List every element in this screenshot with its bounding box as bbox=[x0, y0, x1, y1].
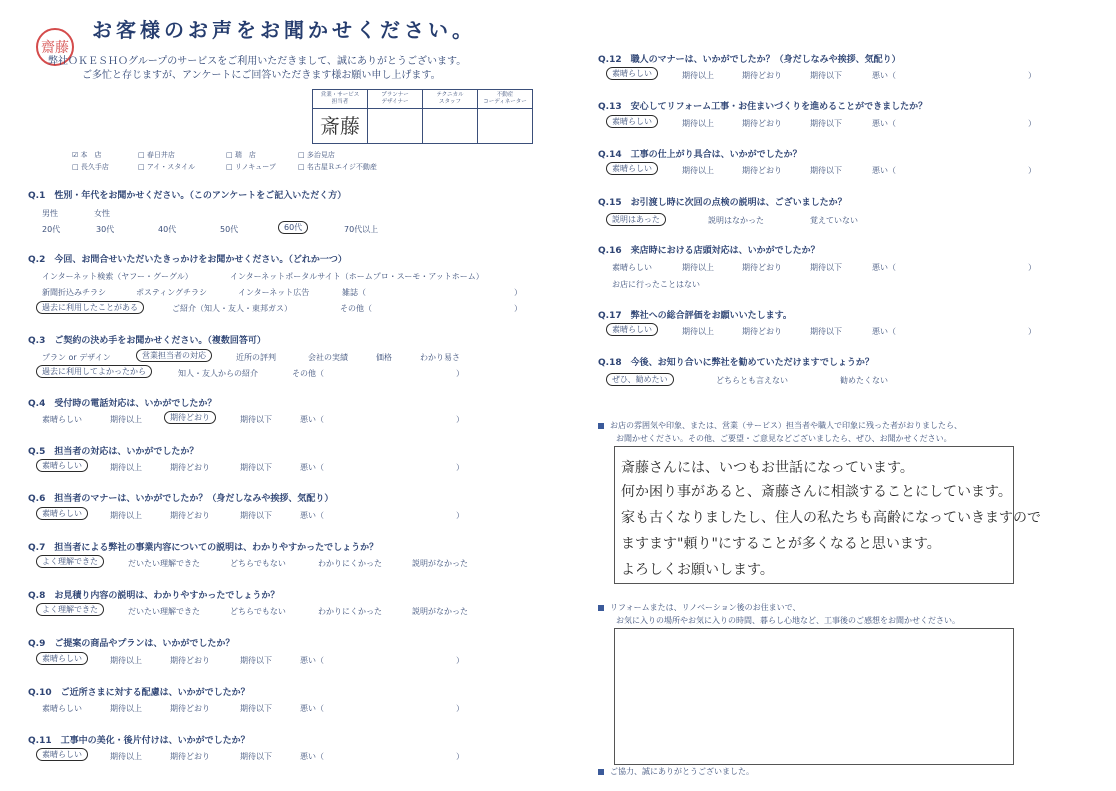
option[interactable]: 期待以上 bbox=[682, 166, 714, 175]
option[interactable]: 期待以上 bbox=[110, 415, 142, 424]
store-option[interactable]: □ 瑞 店 bbox=[226, 151, 256, 159]
option-selected[interactable]: よく理解できた bbox=[36, 555, 104, 568]
question-2: Q.2 今回、お問合せいただいたきっかけをお聞かせください。（どれか一つ） bbox=[28, 252, 347, 265]
option[interactable]: 新聞折込みチラシ bbox=[42, 288, 106, 297]
option[interactable]: 期待どおり bbox=[742, 327, 782, 336]
handwritten-line: 斎藤さんには、いつもお世話になっています。 bbox=[621, 460, 914, 476]
option[interactable]: 女性 bbox=[94, 209, 110, 218]
option-selected[interactable]: 過去に利用してよかったから bbox=[36, 365, 152, 378]
comment1-prompt-2: お聞かせください。その他、ご要望・ご意見などございましたら、ぜひ、お聞かせください。 bbox=[616, 434, 952, 443]
option[interactable]: プラン or デザイン bbox=[42, 353, 111, 362]
option[interactable]: その他（ bbox=[340, 304, 372, 313]
option[interactable]: 期待以上 bbox=[682, 263, 714, 272]
option[interactable]: 期待以上 bbox=[110, 752, 142, 761]
option-selected[interactable]: 素晴らしい bbox=[606, 162, 658, 175]
option[interactable]: 悪い（ bbox=[300, 704, 324, 713]
option[interactable]: 悪い（ bbox=[300, 511, 324, 520]
paren-close: ） bbox=[456, 463, 464, 472]
staff-header: 営業・サービス 担当者 bbox=[313, 90, 368, 109]
option-selected[interactable]: 素晴らしい bbox=[606, 115, 658, 128]
option-selected[interactable]: 過去に利用したことがある bbox=[36, 301, 144, 314]
paren-close: ） bbox=[1028, 119, 1036, 128]
paren-close: ） bbox=[514, 288, 522, 297]
question-11: Q.11 工事中の美化・後片付けは、いかがでしたか？ bbox=[28, 733, 250, 746]
option[interactable]: 期待どおり bbox=[170, 511, 210, 520]
option[interactable]: 期待どおり bbox=[170, 463, 210, 472]
option-selected[interactable]: 説明はあった bbox=[606, 213, 666, 226]
option[interactable]: 素晴らしい bbox=[42, 704, 82, 713]
option[interactable]: ポスティングチラシ bbox=[136, 288, 208, 297]
store-option[interactable]: □ 名古屋Ｒエイジ不動産 bbox=[298, 163, 377, 171]
intro-line-1: 弊社ＯＫＥＳＨＯグループのサービスをご利用いただきまして、誠にありがとうございます。 bbox=[48, 56, 467, 67]
square-bullet-icon bbox=[598, 423, 604, 429]
option[interactable]: 40代 bbox=[158, 225, 177, 234]
question-6: Q.6 担当者のマナーは、いかがでしたか？（身だしなみや挨拶、気配り） bbox=[28, 491, 333, 504]
store-option[interactable]: □ 春日井店 bbox=[138, 151, 175, 159]
question-1: Q.1 性別・年代をお聞かせください。（このアンケートをご記入いただく方） bbox=[28, 188, 346, 201]
paren-close: ） bbox=[456, 704, 464, 713]
comment1-box[interactable] bbox=[614, 446, 1041, 584]
option[interactable]: 素晴らしい bbox=[42, 415, 82, 424]
question-12: Q.12 職人のマナーは、いかがでしたか？（身だしなみや挨拶、気配り） bbox=[598, 52, 901, 65]
intro-line-2: ご多忙と存じますが、アンケートにご回答いただきます様お願い申し上げます。 bbox=[82, 70, 441, 81]
option[interactable]: 期待どおり bbox=[170, 656, 210, 665]
option[interactable]: 期待以下 bbox=[240, 511, 272, 520]
option[interactable]: 価格 bbox=[376, 353, 392, 362]
paren-close: ） bbox=[1028, 327, 1036, 336]
option[interactable]: 期待以上 bbox=[110, 511, 142, 520]
option[interactable]: 男性 bbox=[42, 209, 58, 218]
comment2-box[interactable] bbox=[614, 628, 1014, 765]
handwritten-line: 家も古くなりましたし、住人の私たちも高齢になっていきますので bbox=[621, 510, 1041, 526]
staff-table bbox=[312, 89, 533, 144]
option[interactable]: 期待以下 bbox=[810, 263, 842, 272]
option[interactable]: 近所の評判 bbox=[236, 353, 276, 362]
option[interactable]: わかりにくかった bbox=[318, 607, 382, 616]
option[interactable]: だいたい理解できた bbox=[128, 559, 200, 568]
staff-value[interactable] bbox=[478, 109, 533, 144]
option[interactable]: 期待以下 bbox=[240, 656, 272, 665]
option[interactable]: 悪い（ bbox=[872, 119, 896, 128]
question-10: Q.10 ご近所さまに対する配慮は、いかがでしたか？ bbox=[28, 685, 250, 698]
option[interactable]: 会社の実績 bbox=[308, 353, 348, 362]
option[interactable]: 期待以下 bbox=[810, 71, 842, 80]
store-option[interactable]: □ リノキューブ bbox=[226, 163, 276, 171]
paren-close: ） bbox=[1028, 166, 1036, 175]
option-selected[interactable]: 素晴らしい bbox=[36, 748, 88, 761]
option[interactable]: 期待以上 bbox=[110, 656, 142, 665]
comment2-prompt-2: お気に入りの場所やお気に入りの時間、暮らし心地など、工事後のご感想をお聞かせください。 bbox=[616, 616, 960, 625]
option[interactable]: 期待以上 bbox=[682, 119, 714, 128]
handwritten-line: よろしくお願いします。 bbox=[621, 562, 774, 578]
paren-close: ） bbox=[1028, 263, 1036, 272]
store-option[interactable]: □ アイ・スタイル bbox=[138, 163, 196, 171]
question-17: Q.17 弊社への総合評価をお願いいたします。 bbox=[598, 308, 792, 321]
option[interactable]: インターネットポータルサイト（ホームプロ・スーモ・アットホーム） bbox=[230, 272, 484, 281]
question-18: Q.18 今後、お知り合いに弊社を勧めていただけますでしょうか？ bbox=[598, 355, 874, 368]
option[interactable]: 期待どおり bbox=[170, 704, 210, 713]
staff-header: プランナー デザイナー bbox=[368, 90, 423, 109]
staff-value[interactable] bbox=[423, 109, 478, 144]
question-16: Q.16 来店時における店頭対応は、いかがでしたか？ bbox=[598, 243, 820, 256]
option[interactable]: お店に行ったことはない bbox=[612, 280, 700, 289]
option[interactable]: 期待以下 bbox=[810, 166, 842, 175]
option[interactable]: 期待どおり bbox=[742, 166, 782, 175]
option[interactable]: 勧めたくない bbox=[840, 376, 888, 385]
option[interactable]: 期待以下 bbox=[240, 704, 272, 713]
option[interactable]: インターネット広告 bbox=[238, 288, 310, 297]
option-selected[interactable]: 素晴らしい bbox=[606, 67, 658, 80]
square-bullet-icon bbox=[598, 769, 604, 775]
question-14: Q.14 工事の仕上がり具合は、いかがでしたか？ bbox=[598, 147, 802, 160]
store-option[interactable]: □ 多治見店 bbox=[298, 151, 335, 159]
option[interactable]: わかり易さ bbox=[420, 353, 460, 362]
option[interactable]: 期待以上 bbox=[110, 463, 142, 472]
handwritten-line: ますます"頼り"にすることが多くなると思います。 bbox=[621, 536, 941, 552]
comment1-prompt-1: お店の雰囲気や印象、または、営業（サービス）担当者や職人で印象に残った者がおりましたら、 bbox=[610, 421, 962, 430]
option[interactable]: どちらでもない bbox=[230, 559, 286, 568]
option[interactable]: 説明がなかった bbox=[412, 607, 468, 616]
paren-close: ） bbox=[456, 656, 464, 665]
option-selected[interactable]: 素晴らしい bbox=[36, 507, 88, 520]
option[interactable]: 覚えていない bbox=[810, 216, 858, 225]
option-selected[interactable]: 素晴らしい bbox=[36, 652, 88, 665]
option[interactable]: どちらとも言えない bbox=[716, 376, 788, 385]
option[interactable]: 期待以下 bbox=[810, 119, 842, 128]
option[interactable]: 50代 bbox=[220, 225, 239, 234]
option[interactable]: 悪い（ bbox=[300, 463, 324, 472]
option-selected[interactable]: 営業担当者の対応 bbox=[136, 349, 212, 362]
option-selected[interactable]: よく理解できた bbox=[36, 603, 104, 616]
option-selected[interactable]: 素晴らしい bbox=[36, 459, 88, 472]
option[interactable]: だいたい理解できた bbox=[128, 607, 200, 616]
option[interactable]: 期待以下 bbox=[240, 463, 272, 472]
option[interactable]: 期待以下 bbox=[240, 415, 272, 424]
option[interactable]: 説明がなかった bbox=[412, 559, 468, 568]
option[interactable]: 期待どおり bbox=[170, 752, 210, 761]
option[interactable]: 期待どおり bbox=[742, 263, 782, 272]
option[interactable]: インターネット検索（ヤフー・グーグル） bbox=[42, 272, 193, 281]
option[interactable]: 30代 bbox=[96, 225, 115, 234]
question-7: Q.7 担当者による弊社の事業内容についての説明は、わかりやすかったでしょうか？ bbox=[28, 540, 378, 553]
question-8: Q.8 お見積り内容の説明は、わかりやすかったでしょうか？ bbox=[28, 588, 279, 601]
store-option[interactable]: □ 長久手店 bbox=[72, 163, 109, 171]
option[interactable]: 素晴らしい bbox=[612, 263, 652, 272]
option[interactable]: 悪い（ bbox=[872, 166, 896, 175]
option[interactable]: 期待以下 bbox=[810, 327, 842, 336]
question-9: Q.9 ご提案の商品やプランは、いかがでしたか？ bbox=[28, 636, 234, 649]
option[interactable]: 悪い（ bbox=[300, 656, 324, 665]
option[interactable]: ご紹介（知人・友人・東邦ガス） bbox=[172, 304, 292, 313]
option[interactable]: 期待どおり bbox=[742, 119, 782, 128]
paren-close: ） bbox=[456, 752, 464, 761]
option[interactable]: 悪い（ bbox=[872, 327, 896, 336]
staff-value[interactable] bbox=[368, 109, 423, 144]
option[interactable]: 悪い（ bbox=[872, 263, 896, 272]
store-option[interactable]: ☑ 本 店 bbox=[72, 151, 102, 159]
option-selected[interactable]: 素晴らしい bbox=[606, 323, 658, 336]
square-bullet-icon bbox=[598, 605, 604, 611]
paren-close: ） bbox=[456, 369, 464, 378]
paren-close: ） bbox=[1028, 71, 1036, 80]
seal-stamp: 齋藤 bbox=[36, 28, 74, 66]
question-3: Q.3 ご契約の決め手をお聞かせください。（複数回答可） bbox=[28, 333, 266, 346]
option[interactable]: 期待以下 bbox=[240, 752, 272, 761]
option[interactable]: 悪い（ bbox=[300, 415, 324, 424]
page-title: お客様のお声をお聞かせください。 bbox=[92, 18, 476, 42]
paren-close: ） bbox=[514, 304, 522, 313]
question-15: Q.15 お引渡し時に次回の点検の説明は、ございましたか？ bbox=[598, 195, 847, 208]
option[interactable]: 知人・友人からの紹介 bbox=[178, 369, 258, 378]
option-selected[interactable]: ぜひ、勧めたい bbox=[606, 373, 674, 386]
option[interactable]: 期待どおり bbox=[742, 71, 782, 80]
footer-thanks: ご協力、誠にありがとうございました。 bbox=[610, 767, 754, 776]
option[interactable]: その他（ bbox=[292, 369, 324, 378]
question-13: Q.13 安心してリフォーム工事・お住まいづくりを進めることができましたか？ bbox=[598, 99, 927, 112]
option[interactable]: 説明はなかった bbox=[708, 216, 764, 225]
staff-header: テクニカル スタッフ bbox=[423, 90, 478, 109]
option[interactable]: 悪い（ bbox=[872, 71, 896, 80]
question-4: Q.4 受付時の電話対応は、いかがでしたか？ bbox=[28, 396, 216, 409]
handwritten-line: 何か困り事があると、斎藤さんに相談することにしています。 bbox=[621, 484, 1012, 500]
comment2-prompt-1: リフォームまたは、リノベーション後のお住まいで、 bbox=[610, 603, 801, 612]
option[interactable]: 期待以上 bbox=[682, 327, 714, 336]
option[interactable]: 20代 bbox=[42, 225, 61, 234]
question-5: Q.5 担当者の対応は、いかがでしたか？ bbox=[28, 444, 198, 457]
paren-close: ） bbox=[456, 511, 464, 520]
option[interactable]: 雑誌（ bbox=[342, 288, 366, 297]
staff-value[interactable]: 斎藤 bbox=[313, 109, 368, 144]
staff-header: 不動産 コーディネーター bbox=[478, 90, 533, 109]
option[interactable]: 70代以上 bbox=[344, 225, 379, 234]
option-selected[interactable]: 60代 bbox=[278, 221, 308, 234]
option[interactable]: どちらでもない bbox=[230, 607, 286, 616]
option-selected[interactable]: 期待どおり bbox=[164, 411, 216, 424]
option[interactable]: わかりにくかった bbox=[318, 559, 382, 568]
option[interactable]: 悪い（ bbox=[300, 752, 324, 761]
paren-close: ） bbox=[456, 415, 464, 424]
option[interactable]: 期待以上 bbox=[682, 71, 714, 80]
option[interactable]: 期待以上 bbox=[110, 704, 142, 713]
